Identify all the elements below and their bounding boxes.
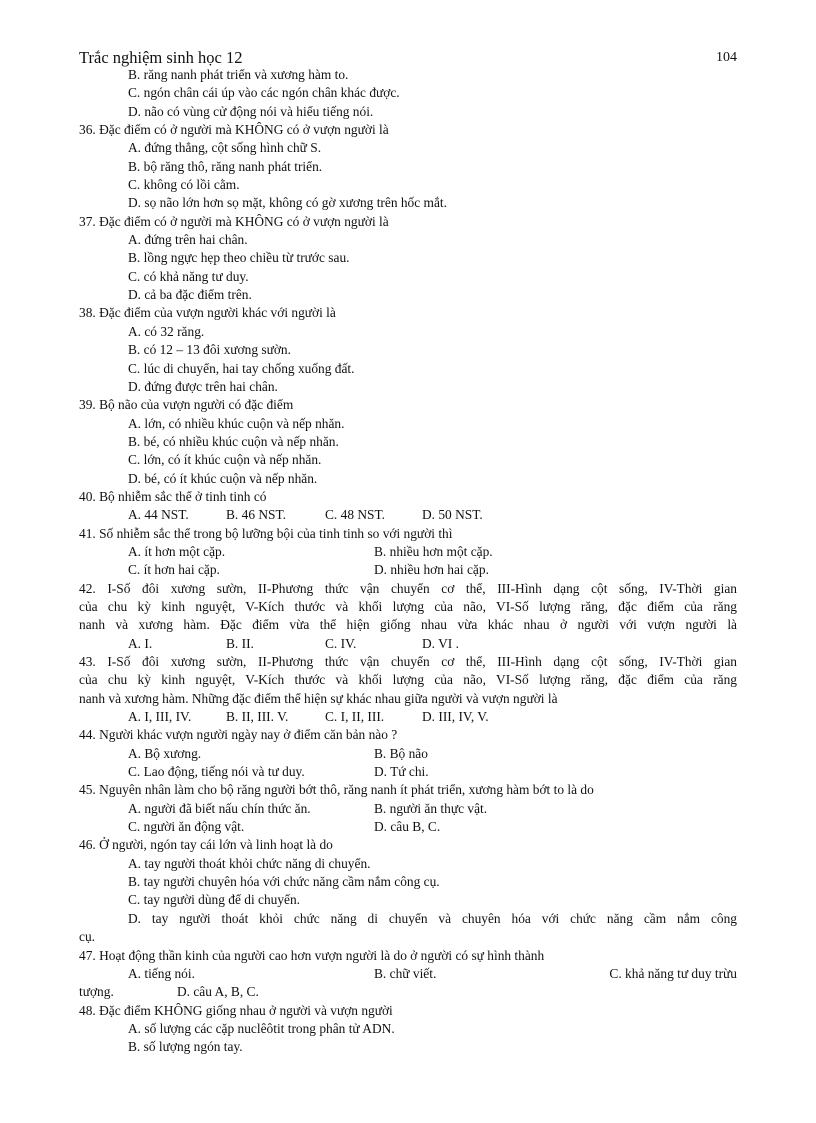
- option-line: A. đứng thẳng, cột sống hình chữ S.: [128, 140, 322, 156]
- options-40: [79, 506, 737, 524]
- option-a: A. 44 NST.: [128, 507, 189, 523]
- option-line: A. số lượng các cặp nuclêôtit trong phân tử ADN.: [128, 1020, 395, 1036]
- question-45: 45. Nguyên nhân làm cho bộ răng người bớt thô, răng nanh ít phát triển, xương hàm bớt to là do: [79, 782, 594, 798]
- option-a: A. I.: [128, 635, 153, 651]
- option-d: D. câu A, B, C.: [177, 984, 259, 1000]
- option-d: D. nhiều hơn hai cặp.: [374, 562, 489, 578]
- option-a: A. người đã biết nấu chín thức ăn.: [128, 800, 311, 816]
- question-41: 41. Số nhiễm sắc thể trong bộ lưỡng bội của tinh tinh so với người thì: [79, 525, 453, 541]
- option-line: C. lớn, có ít khúc cuộn và nếp nhăn.: [128, 452, 322, 468]
- option-line: A. đứng trên hai chân.: [128, 232, 248, 248]
- option-line: B. có 12 – 13 đôi xương sườn.: [128, 342, 291, 358]
- option-b: B. II, III. V.: [226, 709, 289, 725]
- option-line: A. lớn, có nhiều khúc cuộn và nếp nhăn.: [128, 415, 345, 431]
- question-44: 44. Người khác vượn người ngày nay ở điểm căn bản nào ?: [79, 727, 398, 743]
- document-title: Trắc nghiệm sinh học 12: [79, 48, 243, 67]
- options-45-row1: [79, 800, 737, 818]
- option-d: D. 50 NST.: [422, 507, 483, 523]
- option-c: C. ít hơn hai cặp.: [128, 562, 220, 578]
- option-a: A. Bộ xương.: [128, 745, 202, 761]
- option-line: B. bộ răng thô, răng nanh phát triển.: [128, 158, 323, 174]
- question-40: 40. Bộ nhiễm sắc thể ở tinh tinh có: [79, 488, 267, 504]
- option-line: B. răng nanh phát triển và xương hàm to.: [128, 67, 349, 82]
- option-a: A. tiếng nói.: [128, 965, 195, 981]
- option-line: D. sọ não lớn hơn sọ mặt, không có gờ xương trên hốc mắt.: [128, 195, 447, 211]
- options-44-row1: [79, 745, 737, 763]
- options-47-row1: [79, 965, 737, 983]
- question-43-cont: nanh và xương hàm. Những đặc điểm thể hiện sự khác nhau giữa người và vượn người là: [79, 690, 558, 706]
- option-b: B. Bộ não: [374, 745, 428, 761]
- question-47: 47. Hoạt động thần kinh của người cao hơn vượn người là do ở người có sự hình thành: [79, 947, 545, 963]
- option-line: B. tay người chuyên hóa với chức năng cầm nắm công cụ.: [128, 874, 440, 890]
- option-d: D. câu B, C.: [374, 819, 441, 835]
- question-42-cont: của chu kỳ kinh nguyệt, V-Kích thước và khối lượng của não, VI-Số lượng răng, đặc điểm của răng: [79, 598, 737, 614]
- question-42-cont: nanh và xương hàm. Đặc điểm vừa thể hiện giống nhau vừa khác nhau ở người với vượn người là: [79, 617, 737, 633]
- page-header: [79, 48, 737, 68]
- option-line: A. tay người thoát khỏi chức năng di chuyển.: [128, 855, 371, 871]
- option-line: B. số lượng ngón tay.: [128, 1039, 243, 1055]
- option-line: C. ngón chân cái úp vào các ngón chân khác được.: [128, 85, 400, 101]
- option-line-cont: cụ.: [79, 929, 95, 945]
- option-line: D. bé, có ít khúc cuộn và nếp nhăn.: [128, 470, 318, 486]
- question-38: 38. Đặc điểm của vượn người khác với người là: [79, 305, 336, 321]
- question-48: 48. Đặc điểm KHÔNG giống nhau ở người và vượn người: [79, 1002, 393, 1018]
- option-c: C. người ăn động vật.: [128, 819, 245, 835]
- option-b: B. 46 NST.: [226, 507, 287, 523]
- option-line: C. lúc di chuyển, hai tay chống xuống đất.: [128, 360, 355, 376]
- option-line: A. có 32 răng.: [128, 323, 205, 339]
- question-43-cont: của chu kỳ kinh nguyệt, V-Kích thước và khối lượng của não, VI-Số lượng răng, đặc điểm của răng: [79, 672, 737, 688]
- question-36: 36. Đặc điểm có ở người mà KHÔNG có ở vượn người là: [79, 122, 389, 138]
- option-b: B. người ăn thực vật.: [374, 800, 488, 816]
- options-47-row2: [79, 983, 737, 1001]
- option-line: D. đứng được trên hai chân.: [128, 378, 278, 394]
- option-d: D. III, IV, V.: [422, 709, 489, 725]
- question-46: 46. Ở người, ngón tay cái lớn và linh hoạt là do: [79, 837, 333, 853]
- option-b: B. nhiều hơn một cặp.: [374, 543, 493, 559]
- question-list: [79, 66, 737, 1057]
- option-a: A. ít hơn một cặp.: [128, 543, 226, 559]
- option-line: B. bé, có nhiều khúc cuộn và nếp nhăn.: [128, 433, 339, 449]
- option-a: A. I, III, IV.: [128, 709, 192, 725]
- page-number: 104: [716, 50, 737, 65]
- option-line: C. tay người dùng để di chuyển.: [128, 892, 301, 908]
- option-c: C. Lao động, tiếng nói và tư duy.: [128, 764, 305, 780]
- option-c: C. IV.: [325, 635, 357, 651]
- options-41-row2: [79, 561, 737, 579]
- option-d: D. Tứ chi.: [374, 764, 429, 780]
- option-d: D. VI .: [422, 635, 459, 651]
- option-line: D. tay người thoát khỏi chức năng di chuyển và chuyên hóa với chức năng cầm nắm công: [128, 910, 737, 926]
- option-line: D. cả ba đặc điểm trên.: [128, 287, 252, 303]
- options-42: [79, 635, 737, 653]
- option-c: C. 48 NST.: [325, 507, 386, 523]
- option-b: B. II.: [226, 635, 254, 651]
- options-43: [79, 708, 737, 726]
- options-44-row2: [79, 763, 737, 781]
- option-c: C. I, II, III.: [325, 709, 385, 725]
- option-line: C. có khả năng tư duy.: [128, 268, 249, 284]
- options-41-row1: [79, 543, 737, 561]
- option-line: B. lồng ngực hẹp theo chiều từ trước sau.: [128, 250, 350, 266]
- option-c-cont: tượng.: [79, 984, 114, 1000]
- option-line: D. não có vùng cử động nói và hiểu tiếng nói.: [128, 103, 374, 119]
- question-43: 43. I-Số đôi xương sườn, II-Phương thức vận chuyển cơ thể, III-Hình dạng cột sống, IV-Thời gian: [79, 654, 737, 669]
- option-line: C. không có lồi cằm.: [128, 177, 240, 193]
- option-c: C. khả năng tư duy trừu: [609, 965, 737, 981]
- question-39: 39. Bộ não của vượn người có đặc điểm: [79, 397, 294, 413]
- question-42: 42. I-Số đôi xương sườn, II-Phương thức vận chuyển cơ thể, III-Hình dạng cột sống, IV-Thời gian: [79, 580, 737, 596]
- option-b: B. chữ viết.: [374, 965, 437, 981]
- question-37: 37. Đặc điểm có ở người mà KHÔNG có ở vượn người là: [79, 213, 389, 229]
- options-45-row2: [79, 818, 737, 836]
